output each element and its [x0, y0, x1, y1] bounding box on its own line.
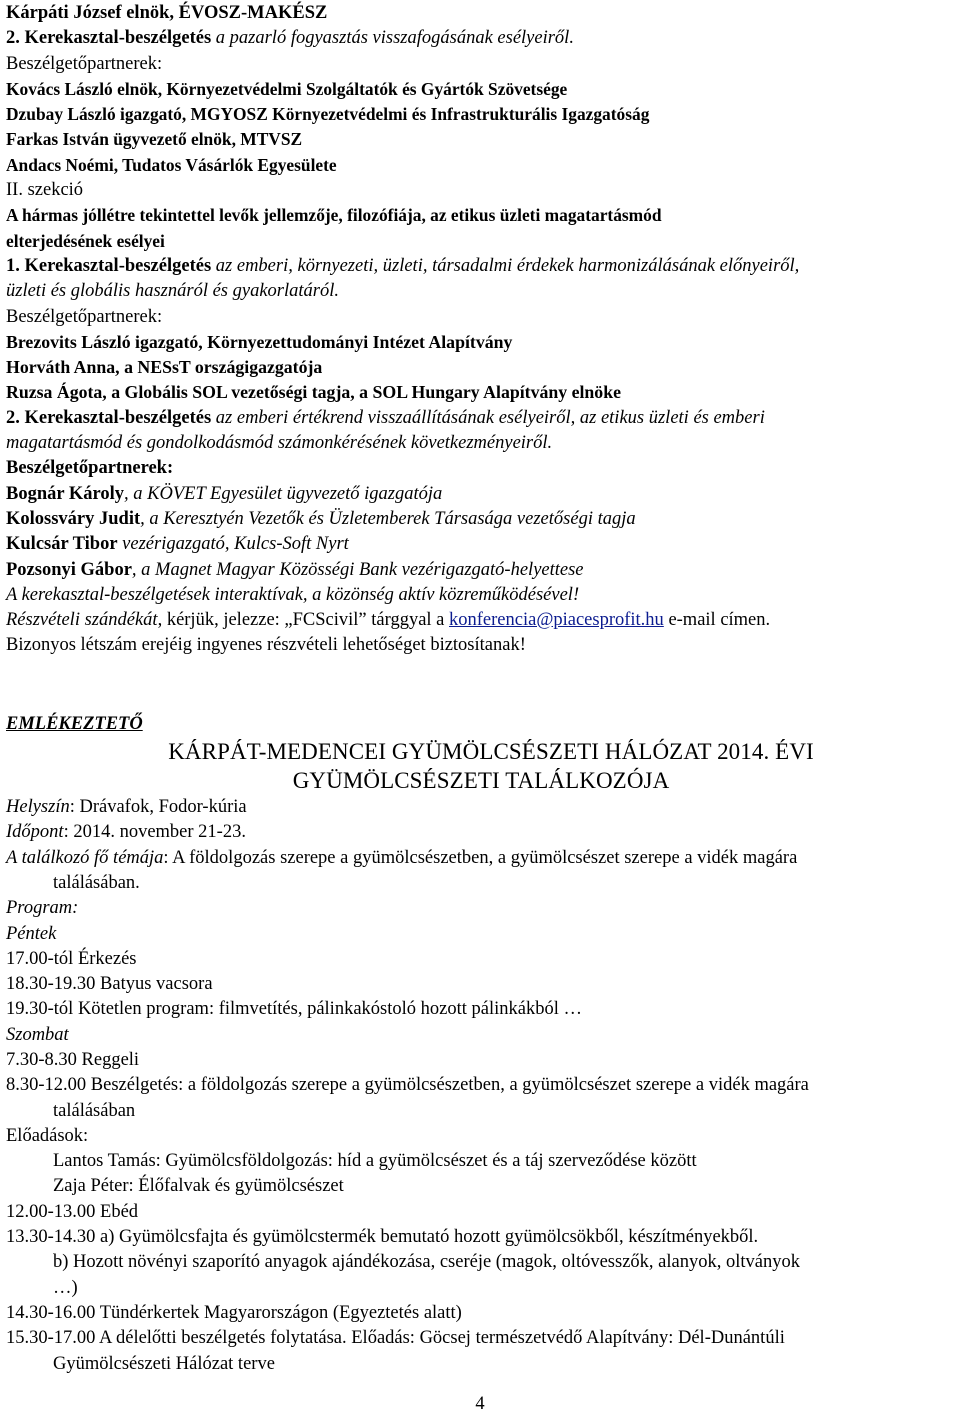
venue-value: : Drávafok, Fodor-kúria	[69, 797, 247, 818]
roundtable-2b-heading	[6, 406, 956, 431]
partner-name: Kolossváry Judit	[6, 508, 141, 529]
registration-line	[6, 608, 956, 633]
page-number: 4	[475, 1394, 485, 1414]
roundtable-1-heading	[6, 254, 956, 279]
partners-label: Beszélgetőpartnerek:	[6, 306, 163, 327]
theme-value: : A földolgozás szerepe a gyümölcsészetben, a gyümölcsészet szerepe a vidék magára	[163, 847, 798, 868]
partner-line: Horváth Anna, a NESsT országigazgatója	[6, 357, 323, 378]
program-item-cont: …)	[53, 1277, 78, 1298]
event-title-line: GYÜMÖLCSÉSZETI TALÁLKOZÓJA	[292, 768, 670, 794]
program-item: 18.30-19.30 Batyus vacsora	[6, 974, 213, 995]
reminder-label: EMLÉKEZTETŐ	[6, 713, 143, 734]
program-item: 8.30-12.00 Beszélgetés: a földolgozás szerepe a gyümölcsészetben, a gyümölcsészet szerepe a vidék magára	[6, 1075, 809, 1096]
partner-line: Kovács László elnök, Környezetvédelmi Szolgáltatók és Gyártók Szövetsége	[6, 78, 568, 99]
day-friday: Péntek	[6, 923, 57, 944]
venue-label: Helyszín	[6, 797, 70, 818]
program-item: 14.30-16.00 Tündérkertek Magyarországon (Egyeztetés alatt)	[6, 1302, 462, 1323]
partner-line: Ruzsa Ágota, a Globális SOL vezetőségi tagja, a SOL Hungary Alapítvány elnöke	[6, 382, 621, 403]
theme-cont: találásában.	[53, 872, 140, 893]
registration-label: Részvételi szándékát	[6, 610, 158, 631]
program-item: 7.30-8.30 Reggeli	[6, 1049, 140, 1070]
program-item: 15.30-17.00 A délelőtti beszélgetés folytatása. Előadás: Göcsej természetvédő Alapítvány: Dél-Dunántúli	[6, 1328, 785, 1349]
email-link[interactable]: konferencia@piacesprofit.hu	[449, 610, 664, 631]
roundtable-topic: az emberi értékrend visszaállításának esélyeiről, az etikus üzleti és emberi	[211, 407, 765, 428]
day-saturday: Szombat	[6, 1024, 69, 1045]
partner-name: Kulcsár Tibor	[6, 534, 118, 555]
program-item: 12.00-13.00 Ebéd	[6, 1201, 139, 1222]
interactive-note: A kerekasztal-beszélgetések interaktívak, a közönség aktív közreműködésével!	[6, 584, 580, 605]
roundtable-label: 2. Kerekasztal-beszélgetés	[6, 407, 212, 428]
roundtable-topic-cont: üzleti és globális hasznáról és gyakorlatáról.	[6, 281, 339, 302]
partner-line	[6, 507, 956, 532]
partner-line: Andacs Noémi, Tudatos Vásárlók Egyesülete	[6, 154, 337, 175]
partners-label: Beszélgetőpartnerek:	[6, 458, 174, 479]
partner-line: Brezovits László igazgató, Környezettudományi Intézet Alapítvány	[6, 331, 513, 352]
chair-line: Kárpáti József elnök, ÉVOSZ-MAKÉSZ	[6, 3, 328, 23]
partner-role: , a Keresztyén Vezetők és Üzletemberek Társasága vezetőségi tagja	[140, 508, 636, 529]
theme-label: A találkozó fő témája	[6, 847, 164, 868]
theme-line	[6, 846, 956, 871]
partner-line	[6, 482, 956, 507]
registration-after: e-mail címen.	[663, 610, 771, 631]
event-title	[6, 737, 956, 795]
lectures-label: Előadások:	[6, 1125, 89, 1146]
spacer	[6, 659, 956, 712]
program-item: 19.30-tól Kötetlen program: filmvetítés, pálinkakóstoló hozott pálinkákból …	[6, 999, 582, 1020]
date-value: : 2014. november 21-23.	[63, 822, 246, 843]
document-page	[6, 1, 956, 1377]
registration-text: , kérjük, jelezze: „FCScivil” tárggyal a	[157, 610, 450, 631]
program-item-cont: találásában	[53, 1100, 136, 1121]
partner-role: , a KÖVET Egyesület ügyvezető igazgatója	[124, 483, 443, 504]
section-title: A hármas jóllétre tekintettel levők jellemzője, filozófiája, az etikus üzleti magatartásmód	[6, 205, 662, 226]
roundtable-topic: a pazarló fogyasztás visszafogásának esélyeiről.	[211, 28, 574, 49]
section-label: II. szekció	[6, 180, 84, 201]
roundtable-2-heading	[6, 26, 956, 51]
roundtable-label: 2. Kerekasztal-beszélgetés	[6, 28, 212, 49]
partner-name: Pozsonyi Gábor	[6, 559, 132, 580]
partner-line	[6, 558, 956, 583]
lecture-item: Lantos Tamás: Gyümölcsföldolgozás: híd a gyümölcsészet és a táj szerveződése között	[53, 1151, 697, 1172]
roundtable-topic-cont: magatartásmód és gondolkodásmód számonkérésének következményeiről.	[6, 433, 553, 454]
partner-line	[6, 532, 956, 557]
partner-line: Dzubay László igazgató, MGYOSZ Környezetvédelmi és Infrastrukturális Igazgatóság	[6, 104, 650, 125]
free-note: Bizonyos létszám erejéig ingyenes részvételi lehetőséget biztosítanak!	[6, 635, 526, 656]
venue-line	[6, 795, 956, 820]
partner-role: , a Magnet Magyar Közösségi Bank vezérigazgató-helyettese	[131, 559, 584, 580]
program-item-cont: Gyümölcsészeti Hálózat terve	[53, 1353, 275, 1374]
program-item-cont: b) Hozott növényi szaporító anyagok ajándékozása, cseréje (magok, oltóvesszők, alanyok, oltványok	[53, 1252, 800, 1273]
partner-role: vezérigazgató, Kulcs-Soft Nyrt	[117, 534, 349, 555]
partner-line: Farkas István ügyvezető elnök, MTVSZ	[6, 129, 303, 150]
program-label: Program:	[6, 898, 79, 919]
date-line	[6, 820, 956, 845]
roundtable-label: 1. Kerekasztal-beszélgetés	[6, 255, 212, 276]
program-item: 17.00-tól Érkezés	[6, 948, 137, 969]
partners-label: Beszélgetőpartnerek:	[6, 53, 163, 74]
section-title-cont: elterjedésének esélyei	[6, 230, 165, 251]
event-title-line: KÁRPÁT-MEDENCEI GYÜMÖLCSÉSZETI HÁLÓZAT 2014. ÉVI	[168, 739, 814, 765]
lecture-item: Zaja Péter: Élőfalvak és gyümölcsészet	[53, 1176, 344, 1197]
partner-name: Bognár Károly	[6, 483, 125, 504]
program-item: 13.30-14.30 a) Gyümölcsfajta és gyümölcstermék bemutató hozott gyümölcsökből, készítményekből.	[6, 1227, 759, 1248]
roundtable-topic: az emberi, környezeti, üzleti, társadalmi érdekek harmonizálásának előnyeiről,	[211, 255, 800, 276]
date-label: Időpont	[6, 822, 64, 843]
